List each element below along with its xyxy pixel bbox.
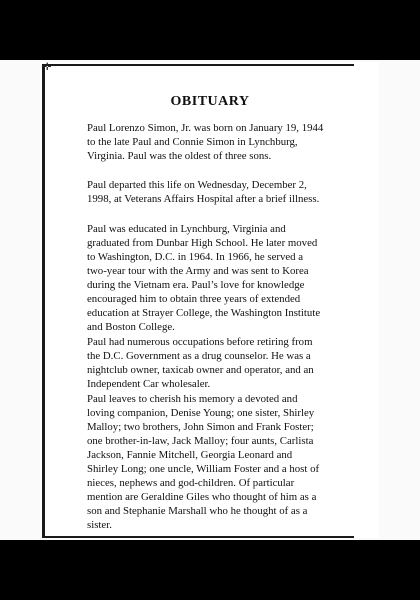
page-border-top	[42, 64, 354, 66]
page-border-left	[42, 64, 45, 538]
text-line: Paul leaves to cherish his memory a devoted and	[87, 393, 298, 405]
text-line: to the late Paul and Connie Simon in Lynchburg,	[87, 136, 298, 148]
paragraph-education	[87, 222, 362, 334]
text-line: Jackson, Fannie Mitchell, Georgia Leonard and	[87, 449, 293, 461]
text-line: graduated from Dunbar High School. He later moved	[87, 237, 318, 249]
text-line: Malloy; two brothers, John Simon and Frank Foster;	[87, 421, 314, 433]
text-line: Paul had numerous occupations before retiring from	[87, 336, 313, 348]
text-line: two-year tour with the Army and was sent to Korea	[87, 265, 309, 277]
paragraph-birth	[87, 121, 362, 163]
text-line: the D.C. Government as a drug counselor. He was a	[87, 350, 311, 362]
page-border-bottom	[42, 536, 354, 538]
text-line: during the Vietnam era. Paul’s love for knowledge	[87, 279, 305, 291]
text-line: and Boston College.	[87, 321, 175, 333]
corner-crosshair-icon: ✛	[43, 62, 52, 73]
paragraph-death	[87, 178, 362, 206]
text-line: loving companion, Denise Young; one sister, Shirley	[87, 407, 315, 419]
text-line: mention are Geraldine Giles who thought of him as a	[87, 491, 317, 503]
text-line: 1998, at Veterans Affairs Hospital after a brief illness.	[87, 193, 320, 205]
text-line: nieces, nephews and god-children. Of particular	[87, 477, 295, 489]
paragraph-occupations	[87, 335, 362, 391]
text-line: Paul was educated in Lynchburg, Virginia and	[87, 223, 286, 235]
text-line: encouraged him to obtain three years of extended	[87, 293, 301, 305]
text-line: son and Stephanie Marshall who he thought of as a	[87, 505, 308, 517]
text-line: one brother-in-law, Jack Malloy; four aunts, Carlista	[87, 435, 314, 447]
text-line: Paul Lorenzo Simon, Jr. was born on January 19, 1944	[87, 122, 324, 134]
text-line: to Washington, D.C. in 1964. In 1966, he served a	[87, 251, 304, 263]
document-title: OBITUARY	[170, 94, 250, 109]
paragraph-survivors	[87, 392, 362, 532]
text-line: Independent Car wholesaler.	[87, 378, 211, 390]
text-line: Paul departed this life on Wednesday, December 2,	[87, 179, 307, 191]
text-line: nightclub owner, taxicab owner and operator, and an	[87, 364, 314, 376]
text-line: Shirley Long; one uncle, William Foster and a host of	[87, 463, 320, 475]
text-line: sister.	[87, 519, 112, 531]
text-line: education at Strayer College, the Washington Institute	[87, 307, 321, 319]
text-line: Virginia. Paul was the oldest of three sons.	[87, 150, 272, 162]
